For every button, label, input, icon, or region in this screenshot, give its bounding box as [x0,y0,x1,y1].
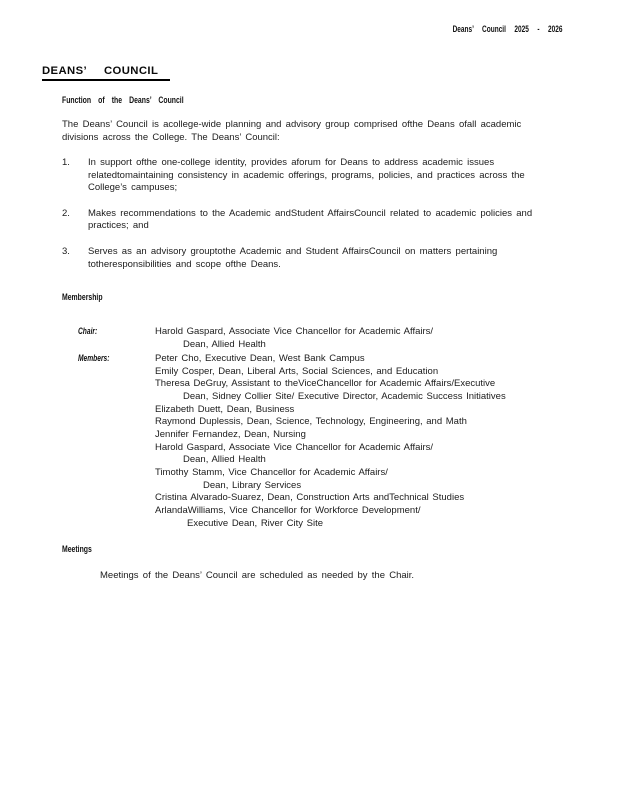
chair-label: Chair: [78,326,98,336]
document-title: DEANS’ COUNCIL [42,65,170,81]
page-header-date-text: Deans’ Council 2025 - 2026 [452,24,562,34]
list-item [62,208,550,233]
members-label: Members: [78,353,110,363]
member-entry: Cristina Alvarado-Suarez, Dean, Construction Arts andTechnical Studies [155,492,465,504]
member-entry: ArlandaWilliams, Vice Chancellor for Workforce Development/ [155,504,421,516]
list-item-number: 3. [62,245,70,257]
function-section-heading [62,95,226,105]
member-entry-continuation: Dean, Sidney Collier Site/ Executive Director, Academic Success Initiatives [183,390,506,402]
member-entry: Elizabeth Duett, Dean, Business [155,403,295,415]
list-item-number: 2. [62,207,70,219]
membership-section-heading [62,292,117,302]
chair-line-continuation: Dean, Allied Health [183,338,266,350]
member-entry-continuation: Dean, Library Services [203,479,302,491]
member-entry-continuation: Executive Dean, River City Site [187,517,323,529]
list-item [62,157,550,195]
meetings-paragraph: Meetings of the Deans’ Council are scheduled as needed by the Chair. [100,570,415,581]
list-item-text: Serves as an advisory grouptothe Academic and Student AffairsCouncil on matters pertaining totheresponsibilities and scope ofthe Deans. [88,245,498,270]
member-entry-continuation: Dean, Allied Health [183,454,266,466]
members-rows [78,353,506,530]
meetings-section-heading [62,544,102,554]
list-item-number: 1. [62,157,70,168]
member-entry: Emily Cosper, Dean, Liberal Arts, Social Sciences, and Education [155,365,439,377]
chair-value [155,326,433,351]
list-item [62,246,550,271]
member-entry: Timothy Stamm, Vice Chancellor for Academic Affairs/ [155,466,388,478]
list-item-text: Makes recommendations to the Academic andStudent AffairsCouncil related to academic policies and practices; and [88,207,533,232]
page-header-date [414,24,562,34]
function-numbered-list [62,157,550,284]
document-title-wrap [42,65,170,81]
member-entry: Theresa DeGruy, Assistant to theViceChancellor for Academic Affairs/Executive [155,378,496,390]
chair-row [78,326,433,351]
member-entry: Peter Cho, Executive Dean, West Bank Campus [155,353,365,364]
members-list [155,353,506,530]
meetings-section-heading-text: Meetings [62,544,92,554]
membership-section-heading-text: Membership [62,292,103,302]
member-entry: Jennifer Fernandez, Dean, Nursing [155,428,306,440]
intro-paragraph: The Deans’ Council is acollege-wide planning and advisory group comprised ofthe Deans ofall academic divisions across the College. The Deans’ Council: [62,119,522,143]
member-entry: Harold Gaspard, Associate Vice Chancellor for Academic Affairs/ [155,441,434,453]
function-section-heading-text: Function of the Deans’ Council [62,95,184,105]
member-entry: Raymond Duplessis, Dean, Science, Technology, Engineering, and Math [155,416,467,428]
list-item-text: In support ofthe one-college identity, provides aforum for Deans to address academic issues relatedtomaintaining consistency in academic offerings, programs, policies, and practices across the College’s campuses; [88,157,525,194]
chair-line: Harold Gaspard, Associate Vice Chancellor for Academic Affairs/ [155,326,434,337]
